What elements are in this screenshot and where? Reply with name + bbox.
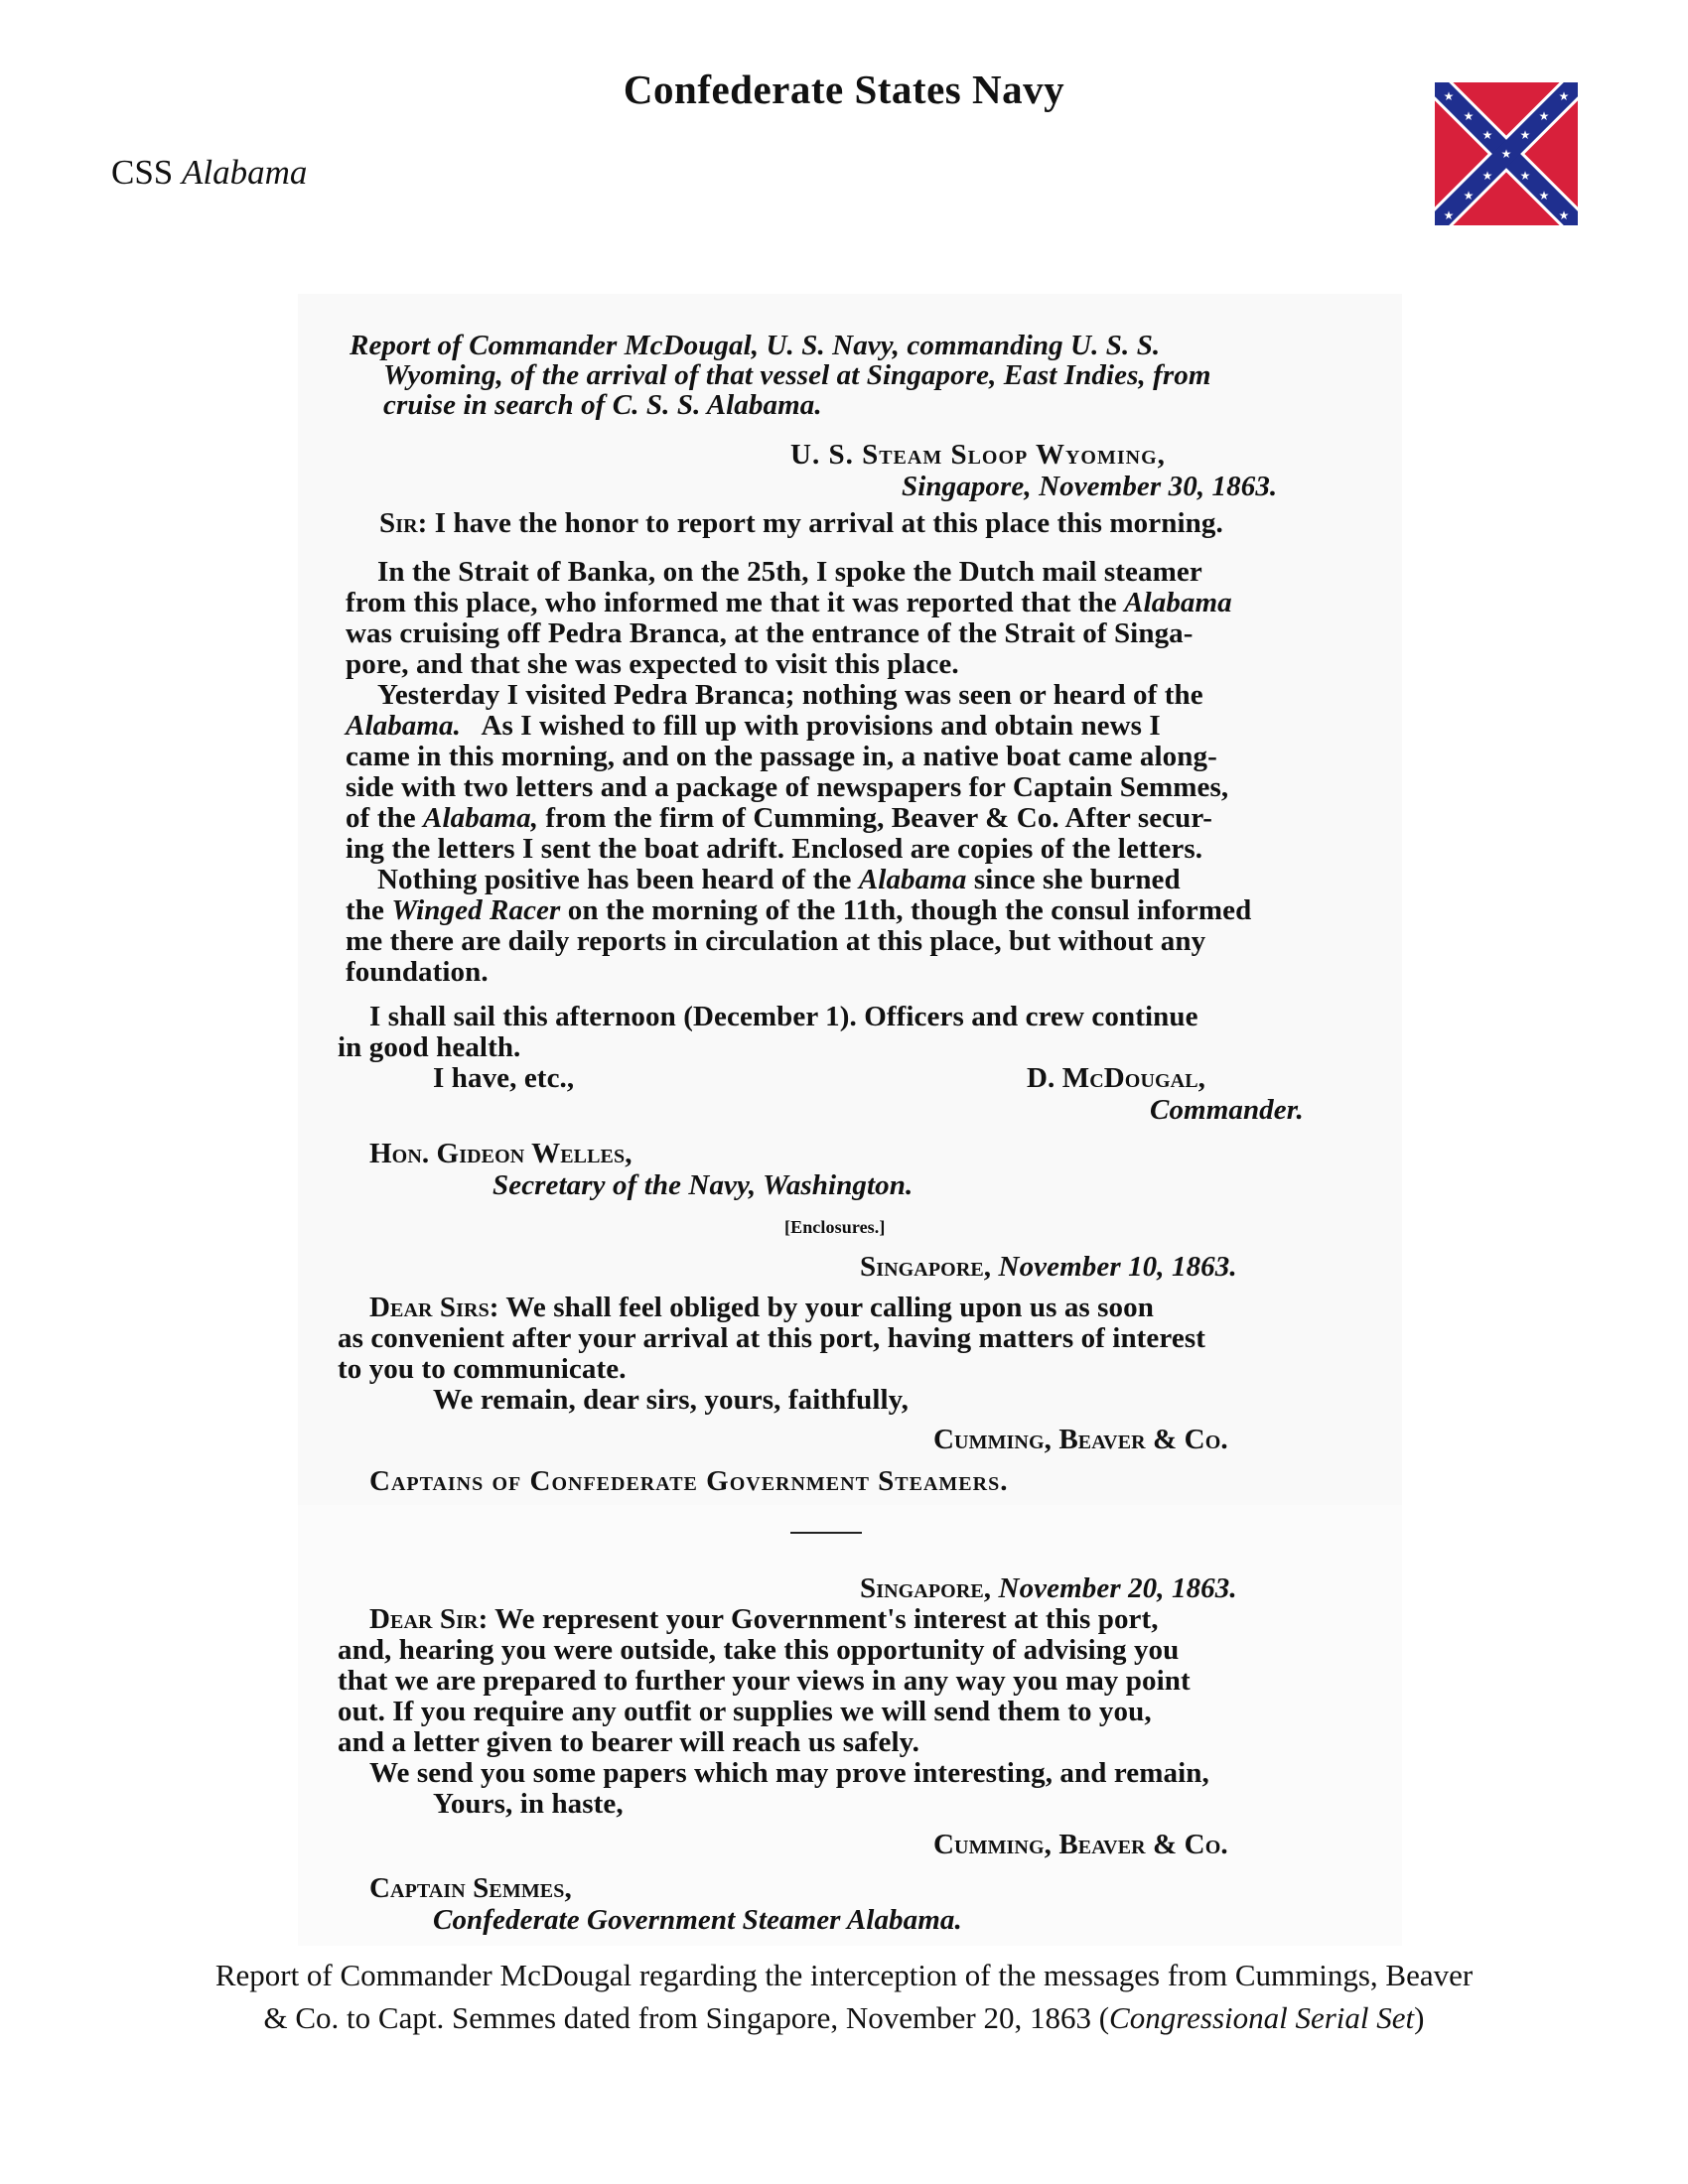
ship-prefix: CSS <box>111 153 174 192</box>
svg-text:★: ★ <box>1558 89 1570 103</box>
addressee-name: Hon. Gideon Welles, <box>369 1138 633 1169</box>
letter1-date: November 10, 1863. <box>998 1251 1237 1283</box>
letter1-line-2: as convenient after your arrival at this port, having matters of interest <box>338 1322 1205 1354</box>
signature-title: Commander. <box>1150 1094 1304 1126</box>
letter2-addressee-title: Confederate Government Steamer Alabama. <box>433 1904 962 1936</box>
svg-text:★: ★ <box>1443 208 1455 222</box>
para2-line-5: from the firm of Cumming, Beaver & Co. After secur- <box>545 802 1213 834</box>
para2-alabama: Alabama. <box>346 710 462 742</box>
opening-sentence: I have the honor to report my arrival at this place this morning. <box>434 507 1223 539</box>
origin-vessel: U. S. Steam Sloop Wyoming, <box>790 439 1166 471</box>
para3-line-3: me there are daily reports in circulation at this place, but without any <box>346 925 1206 957</box>
letter2-closing: Yours, in haste, <box>433 1788 624 1820</box>
caption-line-1: Report of Commander McDougal regarding the interception of the messages from Cummings, Beaver <box>214 1958 1474 1992</box>
origin-date: Singapore, November 30, 1863. <box>902 471 1278 502</box>
para4-line-1: I shall sail this afternoon (December 1). Officers and crew continue <box>369 1001 1198 1032</box>
salutation: Sir: <box>379 507 428 539</box>
svg-text:★: ★ <box>1519 169 1531 183</box>
letter1-line-1: We shall feel obliged by your calling upon us as soon <box>505 1292 1154 1323</box>
letter2-salutation: Dear Sir: <box>369 1603 489 1635</box>
letter2-line-4: out. If you require any outfit or supplies we will send them to you, <box>338 1696 1152 1727</box>
para1-line-4: pore, and that she was expected to visit this place. <box>346 648 959 680</box>
letter1-addressee: Captains of Confederate Government Steamers. <box>369 1465 1009 1497</box>
letter2-line-2: and, hearing you were outside, take this opportunity of advising you <box>338 1634 1180 1666</box>
letter2-signature: Cumming, Beaver & Co. <box>933 1829 1228 1860</box>
report-heading-line-3: cruise in search of C. S. S. Alabama. <box>383 389 822 421</box>
letter2-line-6: We send you some papers which may prove interesting, and remain, <box>369 1757 1209 1789</box>
ship-name: Alabama <box>182 153 308 192</box>
para2-line-1: Yesterday I visited Pedra Branca; nothing was seen or heard of the <box>377 679 1203 711</box>
letter1-salutation: Dear Sirs: <box>369 1292 499 1323</box>
caption-line-2-end: ) <box>1414 2000 1425 2035</box>
letter1-signature: Cumming, Beaver & Co. <box>933 1424 1228 1455</box>
report-heading-line-2: Wyoming, of the arrival of that vessel at Singapore, East Indies, from <box>383 359 1211 391</box>
caption-source: Congressional Serial Set <box>1109 2000 1415 2035</box>
svg-text:★: ★ <box>1558 208 1570 222</box>
para2-line-3: came in this morning, and on the passage in, a native boat came along- <box>346 741 1217 772</box>
para3-line-1: Nothing positive has been heard of the <box>377 864 852 895</box>
confederate-navy-jack-flag-icon <box>1435 82 1578 225</box>
para2-line-4: side with two letters and a package of newspapers for Captain Semmes, <box>346 771 1229 803</box>
svg-text:★: ★ <box>1481 128 1493 142</box>
para2-line-2: As I wished to fill up with provisions and obtain news I <box>481 710 1161 742</box>
svg-text:★: ★ <box>1463 109 1475 123</box>
addressee-title: Secretary of the Navy, Washington. <box>492 1169 914 1201</box>
caption-line-2 <box>0 1996 1688 2039</box>
enclosures-note: [Enclosures.] <box>784 1217 886 1237</box>
ship-label <box>111 153 307 193</box>
letter1-line-3: to you to communicate. <box>338 1353 627 1385</box>
page-title: Confederate States Navy <box>623 67 1065 112</box>
figure-caption <box>0 1954 1688 2039</box>
para3-winged-racer: Winged Racer <box>391 894 561 926</box>
para1-alabama: Alabama <box>1124 587 1232 618</box>
closing: I have, etc., <box>433 1062 575 1094</box>
letter1-place: Singapore, <box>860 1251 992 1283</box>
svg-text:★: ★ <box>1443 89 1455 103</box>
letter1-closing: We remain, dear sirs, yours, faithfully, <box>433 1384 910 1416</box>
svg-text:★: ★ <box>1538 109 1550 123</box>
scanned-report <box>298 294 1402 1946</box>
para2-of-the: of the <box>346 802 416 834</box>
svg-text:★: ★ <box>1519 128 1531 142</box>
para1-line-1: In the Strait of Banka, on the 25th, I spoke the Dutch mail steamer <box>377 556 1202 588</box>
para3-line-2: on the morning of the 11th, though the consul informed <box>567 894 1252 926</box>
svg-text:★: ★ <box>1463 189 1475 203</box>
para1-line-3: was cruising off Pedra Branca, at the entrance of the Strait of Singa- <box>346 617 1194 649</box>
letter2-line-3: that we are prepared to further your views in any way you may point <box>338 1665 1191 1697</box>
para1-line-2: from this place, who informed me that it was reported that the <box>346 587 1117 618</box>
letter2-date: November 20, 1863. <box>998 1572 1237 1604</box>
svg-text:★: ★ <box>1481 169 1493 183</box>
para3-alabama: Alabama <box>858 864 967 895</box>
svg-text:★: ★ <box>1500 147 1512 161</box>
para3-the: the <box>346 894 384 926</box>
para2-alabama-2: Alabama, <box>423 802 539 834</box>
para4-line-2: in good health. <box>338 1031 521 1063</box>
letter2-addressee-name: Captain Semmes, <box>369 1872 572 1904</box>
caption-line-2-text: & Co. to Capt. Semmes dated from Singapore, November 20, 1863 ( <box>263 2000 1110 2035</box>
signature-name: D. McDougal, <box>1027 1062 1205 1094</box>
para3-since: since she burned <box>973 864 1181 895</box>
letter2-line-5: and a letter given to bearer will reach us safely. <box>338 1726 920 1758</box>
report-heading-line-1: Report of Commander McDougal, U. S. Navy, commanding U. S. S. <box>350 330 1161 361</box>
para3-line-4: foundation. <box>346 956 489 988</box>
svg-text:★: ★ <box>1538 189 1550 203</box>
letter2-line-1: We represent your Government's interest at this port, <box>494 1603 1159 1635</box>
para2-line-6: ing the letters I sent the boat adrift. Enclosed are copies of the letters. <box>346 833 1203 865</box>
letter2-place: Singapore, <box>860 1572 992 1604</box>
